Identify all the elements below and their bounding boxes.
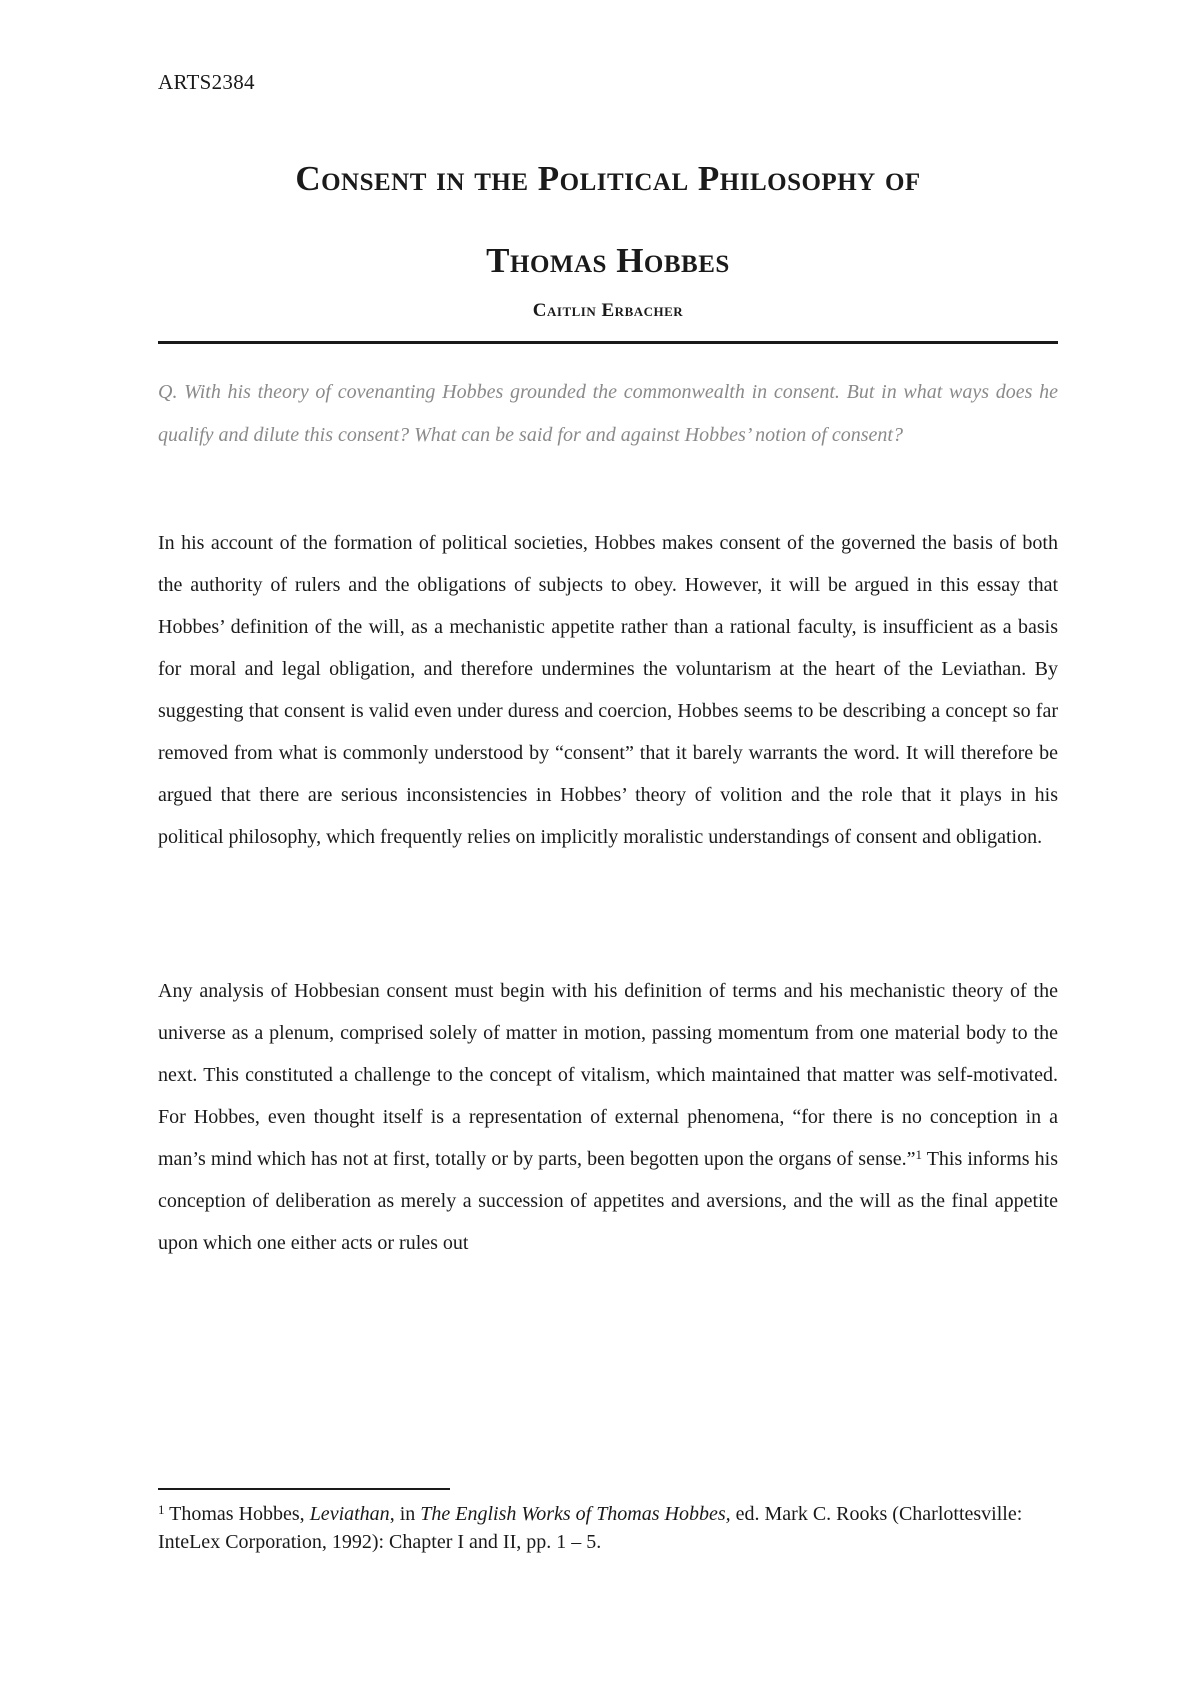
body-paragraph-1: In his account of the formation of political societies, Hobbes makes consent of the governed the basis of both the authority of rulers and the obligations of subjects to obey. However, it will be argued in this essay that Hobbes’ definition of the will, as a mechanistic appetite rather than a rational faculty, is insufficient as a basis for moral and legal obligation, and therefore undermines the voluntarism at the heart of the Leviathan. By suggesting that consent is valid even under duress and coercion, Hobbes seems to be describing a concept so far removed from what is commonly understood by “consent” that it barely warrants the word. It will therefore be argued that there are serious inconsistencies in Hobbes’ theory of volition and the role that it plays in his political philosophy, which frequently relies on implicitly moralistic understandings of consent and obligation.: [158, 532, 1058, 848]
footnote-reference[interactable]: 1: [915, 1147, 922, 1162]
title-divider: [158, 341, 1058, 344]
footnote-collection-title: The English Works of Thomas Hobbes,: [420, 1503, 731, 1525]
footnote-divider: [158, 1488, 450, 1490]
footnote-publication-details: ed. Mark C. Rooks (Charlottesville: InteLex Corporation, 1992): Chapter I and II, pp. 1 – 5.: [158, 1503, 1023, 1553]
essay-title-line-1: Consent in the Political Philosophy of: [295, 159, 921, 198]
paragraph-2-text-b: This informs his conception of deliberation as merely a succession of appetites and aversions, and the will as the final appetite upon which one either acts or rules out: [158, 1148, 1058, 1254]
footnote-author: Thomas Hobbes,: [164, 1503, 310, 1525]
body-paragraph-2: [158, 970, 1058, 1264]
essay-title: [158, 138, 1058, 302]
footnote-number: 1: [158, 1502, 165, 1517]
author-name: Caitlin Erbacher: [532, 300, 684, 321]
paragraph-2-text-a: Any analysis of Hobbesian consent must begin with his definition of terms and his mechanistic theory of the universe as a plenum, comprised solely of matter in motion, passing momentum from one material body to the next. This constituted a challenge to the concept of vitalism, which maintained that matter was self-motivated. For Hobbes, even thought itself is a representation of external phenomena, “for there is no conception in a man’s mind which has not at first, totally or by parts, been begotten upon the organs of sense.”: [158, 980, 1058, 1170]
footnote: [158, 1500, 1058, 1556]
essay-question: Q. With his theory of covenanting Hobbes grounded the commonwealth in consent. But in what ways does he qualify and dilute this consent? What can be said for and against Hobbes’ notion of consent?: [158, 381, 1058, 446]
footnote-work-title: Leviathan: [309, 1503, 390, 1525]
footnote-connector: , in: [389, 1503, 421, 1525]
essay-title-line-2: Thomas Hobbes: [486, 241, 730, 280]
course-code: ARTS2384: [158, 70, 255, 94]
